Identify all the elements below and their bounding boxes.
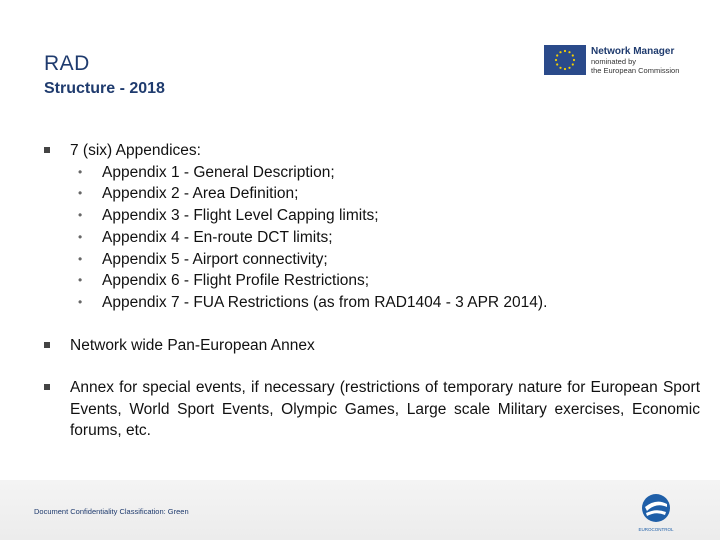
logo-line-3: the European Commission — [591, 65, 680, 75]
slide-subtitle: Structure - 2018 — [44, 80, 165, 97]
list-item-text: Appendix 7 - FUA Restrictions (as from RAD1404 - 3 APR 2014). — [102, 293, 548, 311]
logo-line-2: nominated by — [591, 56, 637, 66]
logo-text — [591, 46, 679, 75]
list-item-text: Appendix 3 - Flight Level Capping limits; — [102, 207, 379, 225]
dot-bullet-icon: • — [78, 251, 83, 266]
eu-flag-icon — [544, 45, 586, 75]
dot-bullet-icon: • — [78, 294, 83, 309]
slide-title: RAD — [44, 52, 90, 75]
appendix-list — [70, 162, 700, 314]
network-manager-logo — [544, 44, 679, 76]
list-item-text: Appendix 2 - Area Definition; — [102, 185, 299, 203]
list-item-text: Appendix 5 - Airport connectivity; — [102, 250, 328, 268]
list-item — [78, 162, 700, 184]
eurocontrol-logo-text: EUROCONTROL — [638, 527, 674, 532]
list-item-text: Appendix 6 - Flight Profile Restrictions; — [102, 272, 370, 290]
bullet-pan-european-annex — [44, 335, 700, 357]
bullet-text: 7 (six) Appendices: — [70, 142, 201, 159]
list-item — [78, 227, 700, 249]
square-bullet-icon — [44, 147, 50, 153]
list-item-text: Appendix 1 - General Description; — [102, 163, 335, 181]
dot-bullet-icon: • — [78, 208, 83, 223]
dot-bullet-icon: • — [78, 186, 83, 201]
dot-bullet-icon: • — [78, 273, 83, 288]
eurocontrol-logo — [636, 490, 676, 534]
bullet-special-events-annex — [44, 377, 700, 442]
list-item — [78, 183, 700, 205]
logo-line-1: Network Manager — [591, 45, 675, 57]
square-bullet-icon — [44, 384, 50, 390]
dot-bullet-icon: • — [78, 164, 83, 179]
list-item — [78, 249, 700, 271]
list-item — [78, 292, 700, 314]
list-item-text: Appendix 4 - En-route DCT limits; — [102, 228, 333, 246]
bullet-text: Network wide Pan-European Annex — [70, 337, 315, 354]
confidentiality-classification: Document Confidentiality Classification: Green — [34, 507, 189, 516]
bullet-appendices — [44, 140, 700, 314]
bullet-text: Annex for special events, if necessary (restrictions of temporary nature for European Sport Events, World Sport Events, Olympic Games, Large scale Military exercises, Economic forums, etc. — [70, 379, 700, 440]
dot-bullet-icon: • — [78, 229, 83, 244]
square-bullet-icon — [44, 342, 50, 348]
footer — [0, 480, 720, 540]
list-item — [78, 270, 700, 292]
list-item — [78, 205, 700, 227]
